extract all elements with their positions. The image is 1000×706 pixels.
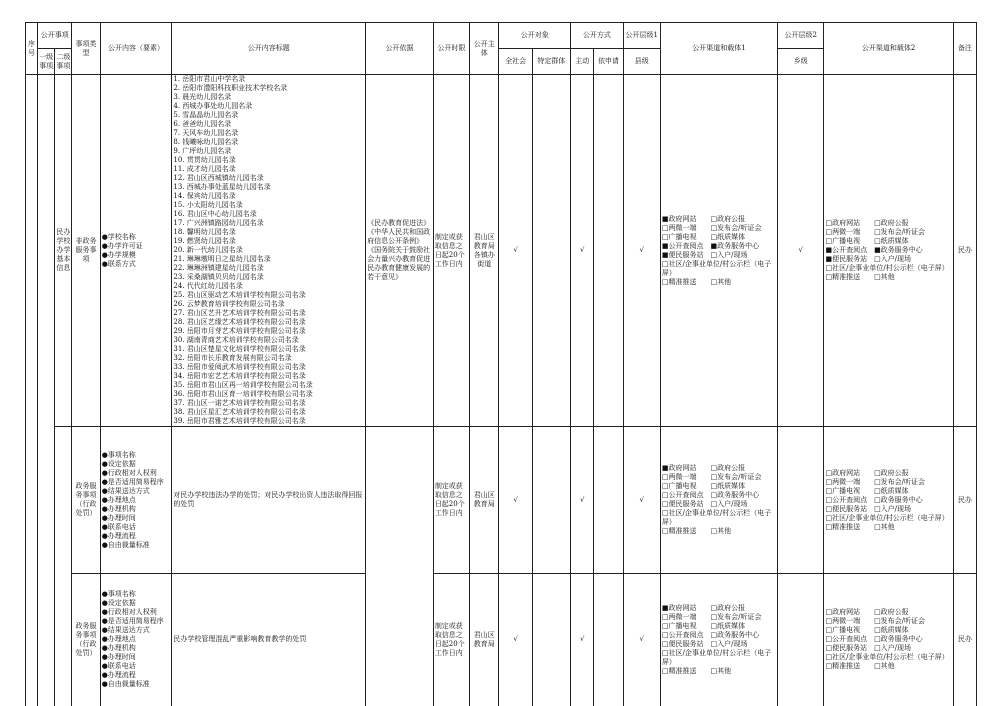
title-item: 39. 岳阳市君雅艺术培训学校有限公司名录 — [173, 417, 306, 425]
table-row — [26, 427, 977, 574]
time-limit-cell: 制定或获取信息之日起20个工作日内 — [433, 574, 469, 706]
basis-cell: 《民办教育促进法》《中华人民共和国政府信息公开条例》《国务院关于鼓励社会力量兴办教育促进民办教育健康发展的若干意见》 — [366, 75, 434, 427]
level2-cell: √ — [778, 75, 824, 427]
element-item: ●办理地点 — [101, 495, 136, 504]
header-matter-type: 事项类型 — [72, 23, 100, 75]
channel-option: □精准推送 □其他 — [661, 666, 732, 675]
channel-option: □两微一端 □发布会/听证会 — [661, 223, 762, 232]
title-item: 32. 岳阳市长乐教育发展有限公司名录 — [173, 354, 292, 362]
element-item: ●设定依据 — [101, 459, 136, 468]
channel-option: □便民服务站 □入户/现场 — [661, 639, 748, 648]
time-limit-cell: 制定或获取信息之日起20个工作日内 — [433, 427, 469, 574]
title-item: 27. 君山区艺升艺术培训学校有限公司名录 — [173, 309, 306, 317]
header-channel2: 公开渠道和载体2 — [824, 23, 953, 75]
seq-cell — [26, 75, 38, 706]
element-item: ●自由裁量标准 — [101, 680, 150, 689]
element-item: ●自由裁量标准 — [101, 540, 150, 549]
title-item: 14. 保宾幼儿园名录 — [173, 192, 236, 200]
title-item: 19. 燃贤幼儿园名录 — [173, 237, 236, 245]
channel-option: □广播电视 □纸质媒体 — [661, 621, 746, 630]
channel-option: □政府网站 □政府公报 — [825, 468, 909, 477]
channel-option: □精准推送 □其他 — [825, 522, 895, 531]
element-item: ●是否适用简易程序 — [101, 617, 164, 626]
header-object: 公开对象 — [499, 23, 571, 49]
object-all-cell: √ — [499, 75, 532, 427]
level2-item-cell: 民办学校办学基本信息 — [55, 75, 72, 427]
remark-cell: 民办 — [953, 75, 976, 427]
header-basis: 公开依据 — [366, 23, 434, 75]
channel-option: ■公开查阅点 ■政务服务中心 — [825, 246, 923, 254]
header-content: 公开内容（要素） — [100, 23, 172, 75]
title-item: 4. 西城办事处幼儿园名录 — [173, 102, 253, 110]
object-all-cell: √ — [499, 427, 532, 574]
header-seq: 序号 — [26, 23, 38, 75]
method-active-cell: √ — [571, 427, 594, 574]
object-special-cell — [532, 427, 570, 574]
title-item: 17. 广兴洲镇路园幼儿园名录 — [173, 219, 264, 227]
table-row — [26, 75, 977, 427]
channel-option: □公开查阅点 □政务服务中心 — [825, 495, 923, 504]
title-item: 3. 晨光幼儿园名录 — [173, 93, 232, 101]
title-cell: 民办学校管理混乱严重影响教育教学的处罚 — [172, 574, 366, 706]
title-item: 30. 湖南青商艺术培训学校有限公司名录 — [173, 336, 299, 344]
element-item: ●办理流程 — [101, 671, 136, 680]
element-item: ●联系电话 — [101, 662, 136, 671]
header-method-apply: 依申请 — [594, 49, 623, 75]
header-channel1: 公开渠道和载体1 — [660, 23, 777, 75]
header-level2-sub: 乡级 — [778, 49, 824, 75]
level2-cell — [778, 427, 824, 574]
channel-option: □两微一端 □发布会/听证会 — [661, 612, 762, 621]
channel-option: □便民服务站 □入户/现场 — [661, 500, 748, 508]
element-item: ●办理流程 — [101, 531, 136, 540]
channel-option: ■政府网站 □政府公报 — [661, 603, 746, 612]
channel-option: □便民服务站 □入户/现场 — [825, 644, 912, 653]
channel-option: □两微一端 □发布会/听证会 — [825, 617, 926, 626]
title-item: 35. 岳阳市君山区再一培训学校有限公司名录 — [173, 381, 313, 389]
title-item: 33. 岳阳市爱阅武术培训学校有限公司名录 — [173, 363, 306, 371]
method-apply-cell — [594, 75, 623, 427]
elements-cell — [100, 574, 172, 706]
element-item: ●结果送达方式 — [101, 626, 150, 635]
channel-option: ■便民服务站 □入户/现场 — [825, 255, 912, 263]
channel-option: □精准推送 □其他 — [661, 277, 732, 286]
title-item: 34. 岳阳市宏艺艺术培训学校有限公司名录 — [173, 372, 306, 380]
channel-option: □精准推送 □其他 — [825, 662, 895, 671]
element-item: ●办学许可证 — [101, 241, 143, 250]
channel-option: □两微一端 □发布会/听证会 — [825, 477, 926, 486]
title-item: 22. 琳琳洲镇建星幼儿园名录 — [173, 264, 264, 272]
title-item: 2. 岳阳市澧阳科技职业技术学校名录 — [173, 84, 288, 92]
method-apply-cell — [594, 427, 623, 574]
header-row-1 — [26, 23, 977, 49]
title-item: 36. 岳阳市君山区育一培训学校有限公司名录 — [173, 390, 313, 398]
elements-cell — [100, 427, 172, 574]
header-level2-item: 二级事项 — [55, 49, 72, 75]
title-item: 11. 成才幼儿园名录 — [173, 165, 236, 173]
remark-cell: 民办 — [953, 574, 976, 706]
title-item: 1. 岳阳市君山中学名录 — [173, 75, 246, 83]
channel-option: □两微一端 □发布会/听证会 — [825, 228, 926, 236]
title-item: 23. 采桑湖镇贝贝幼儿园名录 — [173, 273, 264, 281]
title-item: 7. 天风车幼儿园名录 — [173, 129, 239, 137]
channel-option: □便民服务站 □入户/现场 — [825, 504, 912, 513]
title-item: 26. 云梦教育培训学校有限公司名录 — [173, 300, 285, 308]
channel-option: □社区/企事业单位/村公示栏（电子屏） — [825, 653, 949, 662]
channel-option: □社区/企事业单位/村公示栏（电子屏） — [661, 259, 772, 277]
level2-item-cell — [55, 427, 72, 706]
element-item: ●行政相对人权利 — [101, 608, 157, 617]
channel-option: □社区/企事业单位/村公示栏（电子屏） — [661, 509, 772, 526]
title-cell: 对民办学校违法办学的处罚；对民办学校出资人违法取得回报的处罚 — [172, 427, 366, 574]
title-item: 29. 岳阳市月芽艺术培训学校有限公司名录 — [173, 327, 306, 335]
level1-item-cell — [38, 75, 55, 706]
channel-option: □广播电视 □纸质媒体 — [825, 237, 909, 245]
header-level2: 公开层级2 — [778, 23, 824, 49]
subject-cell: 君山区教育局 — [470, 574, 499, 706]
header-subject: 公开主体 — [470, 23, 499, 75]
title-item: 15. 小太阳幼儿园名录 — [173, 201, 243, 209]
channel1-cell — [660, 574, 777, 706]
element-item: ●事项名称 — [101, 590, 136, 599]
method-active-cell: √ — [571, 75, 594, 427]
channel2-cell — [824, 574, 953, 706]
channel-option: □社区/企事业单位/村公示栏（电子屏） — [825, 264, 949, 272]
title-item: 8. 钱曦咏幼儿园名录 — [173, 138, 239, 146]
element-item: ●联系方式 — [101, 259, 136, 268]
header-level1: 公开层级1 — [623, 23, 660, 49]
channel2-cell — [824, 427, 953, 574]
channel-option: □政府网站 □政府公报 — [825, 219, 909, 227]
element-item: ●学校名称 — [101, 232, 136, 241]
title-item: 6. 爸爸幼儿园名录 — [173, 120, 232, 128]
element-item: ●办理机构 — [101, 644, 136, 653]
header-level1-sub: 县级 — [623, 49, 660, 75]
channel1-cell — [660, 75, 777, 427]
element-item: ●行政相对人权利 — [101, 468, 157, 477]
title-item: 38. 君山区星汇艺术培训学校有限公司名录 — [173, 408, 306, 416]
level1-cell: √ — [623, 427, 660, 574]
title-item: 37. 君山区一诺艺术培训学校有限公司名录 — [173, 399, 306, 407]
matter-type-cell: 非政务服务事项 — [72, 75, 100, 427]
level2-cell — [778, 574, 824, 706]
channel-option: ■便民服务站 □入户/现场 — [661, 250, 748, 259]
header-matter: 公开事项 — [38, 23, 72, 49]
channel-option: □精准推送 □其他 — [825, 273, 895, 281]
header-object-special: 特定群体 — [532, 49, 570, 75]
channel-option: ■政府网站 □政府公报 — [661, 214, 746, 223]
header-object-all: 全社会 — [499, 49, 532, 75]
header-title: 公开内容标题 — [172, 23, 366, 75]
elements-cell — [100, 75, 172, 427]
subject-cell: 君山区教育局各镇办街道 — [470, 75, 499, 427]
title-item: 12. 君山区西城镇幼儿园名录 — [173, 174, 264, 182]
element-item: ●办学规模 — [101, 250, 136, 259]
title-item: 20. 新一代幼儿园名录 — [173, 246, 243, 254]
matter-type-cell: 政务服务事项（行政处罚） — [72, 427, 100, 574]
title-item: 9. 广坪幼儿园名录 — [173, 147, 232, 155]
channel-option: □广播电视 □纸质媒体 — [825, 486, 909, 495]
header-method: 公开方式 — [571, 23, 623, 49]
element-item: ●是否适用简易程序 — [101, 477, 164, 486]
title-item: 31. 君山区楚星文化培训学校有限公司名录 — [173, 345, 306, 353]
object-all-cell: √ — [499, 574, 532, 706]
disclosure-table — [25, 22, 977, 706]
object-special-cell — [532, 75, 570, 427]
channel-option: ■公开查阅点 ■政务服务中心 — [661, 241, 760, 250]
element-item: ●办理地点 — [101, 635, 136, 644]
table-row — [26, 574, 977, 706]
title-item: 5. 雪晶晶幼儿园名录 — [173, 111, 239, 119]
title-list-cell — [172, 75, 366, 427]
channel-option: □社区/企事业单位/村公示栏（电子屏） — [825, 513, 949, 522]
title-item: 25. 君山区驱动艺术培训学校有限公司名录 — [173, 291, 306, 299]
element-item: ●结果送达方式 — [101, 486, 150, 495]
channel-option: □两微一端 □发布会/听证会 — [661, 473, 762, 481]
level1-cell: √ — [623, 75, 660, 427]
element-item: ●办理时间 — [101, 653, 136, 662]
element-item: ●事项名称 — [101, 450, 136, 459]
title-item: 10. 贯贯幼儿园名录 — [173, 156, 236, 164]
channel-option: □政府网站 □政府公报 — [825, 608, 909, 617]
channel1-cell — [660, 427, 777, 574]
title-item: 28. 君山区艺缘艺术培训学校有限公司名录 — [173, 318, 306, 326]
channel-option: □广播电视 □纸质媒体 — [661, 482, 746, 490]
title-item: 21. 琳琳墩明日之星幼儿园名录 — [173, 255, 271, 263]
channel2-cell — [824, 75, 953, 427]
title-item: 18. 馨明幼儿园名录 — [173, 228, 236, 236]
channel-option: □精准推送 □其他 — [661, 527, 732, 535]
header-method-active: 主动 — [571, 49, 594, 75]
header-remark: 备注 — [953, 23, 976, 75]
channel-option: □广播电视 □纸质媒体 — [825, 626, 909, 635]
remark-cell: 民办 — [953, 427, 976, 574]
channel-option: □广播电视 □纸质媒体 — [661, 232, 746, 241]
matter-type-cell: 政务服务事项（行政处罚） — [72, 574, 100, 706]
channel-option: □公开查阅点 □政务服务中心 — [661, 491, 760, 499]
channel-option: □社区/企事业单位/村公示栏（电子屏） — [661, 648, 772, 666]
channel-option: ■政府网站 □政府公报 — [661, 464, 746, 472]
method-apply-cell — [594, 574, 623, 706]
object-special-cell — [532, 574, 570, 706]
element-item: ●设定依据 — [101, 599, 136, 608]
channel-option: □公开查阅点 □政务服务中心 — [661, 630, 760, 639]
basis-cell-empty — [366, 427, 434, 706]
header-time-limit: 公开时限 — [433, 23, 469, 75]
element-item: ●办理时间 — [101, 513, 136, 522]
title-item: 13. 西城办事处蓝星幼儿园名录 — [173, 183, 271, 191]
subject-cell: 君山区教育局 — [470, 427, 499, 574]
level1-cell: √ — [623, 574, 660, 706]
method-active-cell: √ — [571, 574, 594, 706]
time-limit-cell: 制定或获取信息之日起20个工作日内 — [433, 75, 469, 427]
title-item: 16. 君山区中心幼儿园名录 — [173, 210, 257, 218]
title-item: 24. 代代红幼儿园名录 — [173, 282, 243, 290]
header-level1-item: 一级事项 — [38, 49, 55, 75]
channel-option: □公开查阅点 □政务服务中心 — [825, 635, 923, 644]
element-item: ●联系电话 — [101, 522, 136, 531]
element-item: ●办理机构 — [101, 504, 136, 513]
